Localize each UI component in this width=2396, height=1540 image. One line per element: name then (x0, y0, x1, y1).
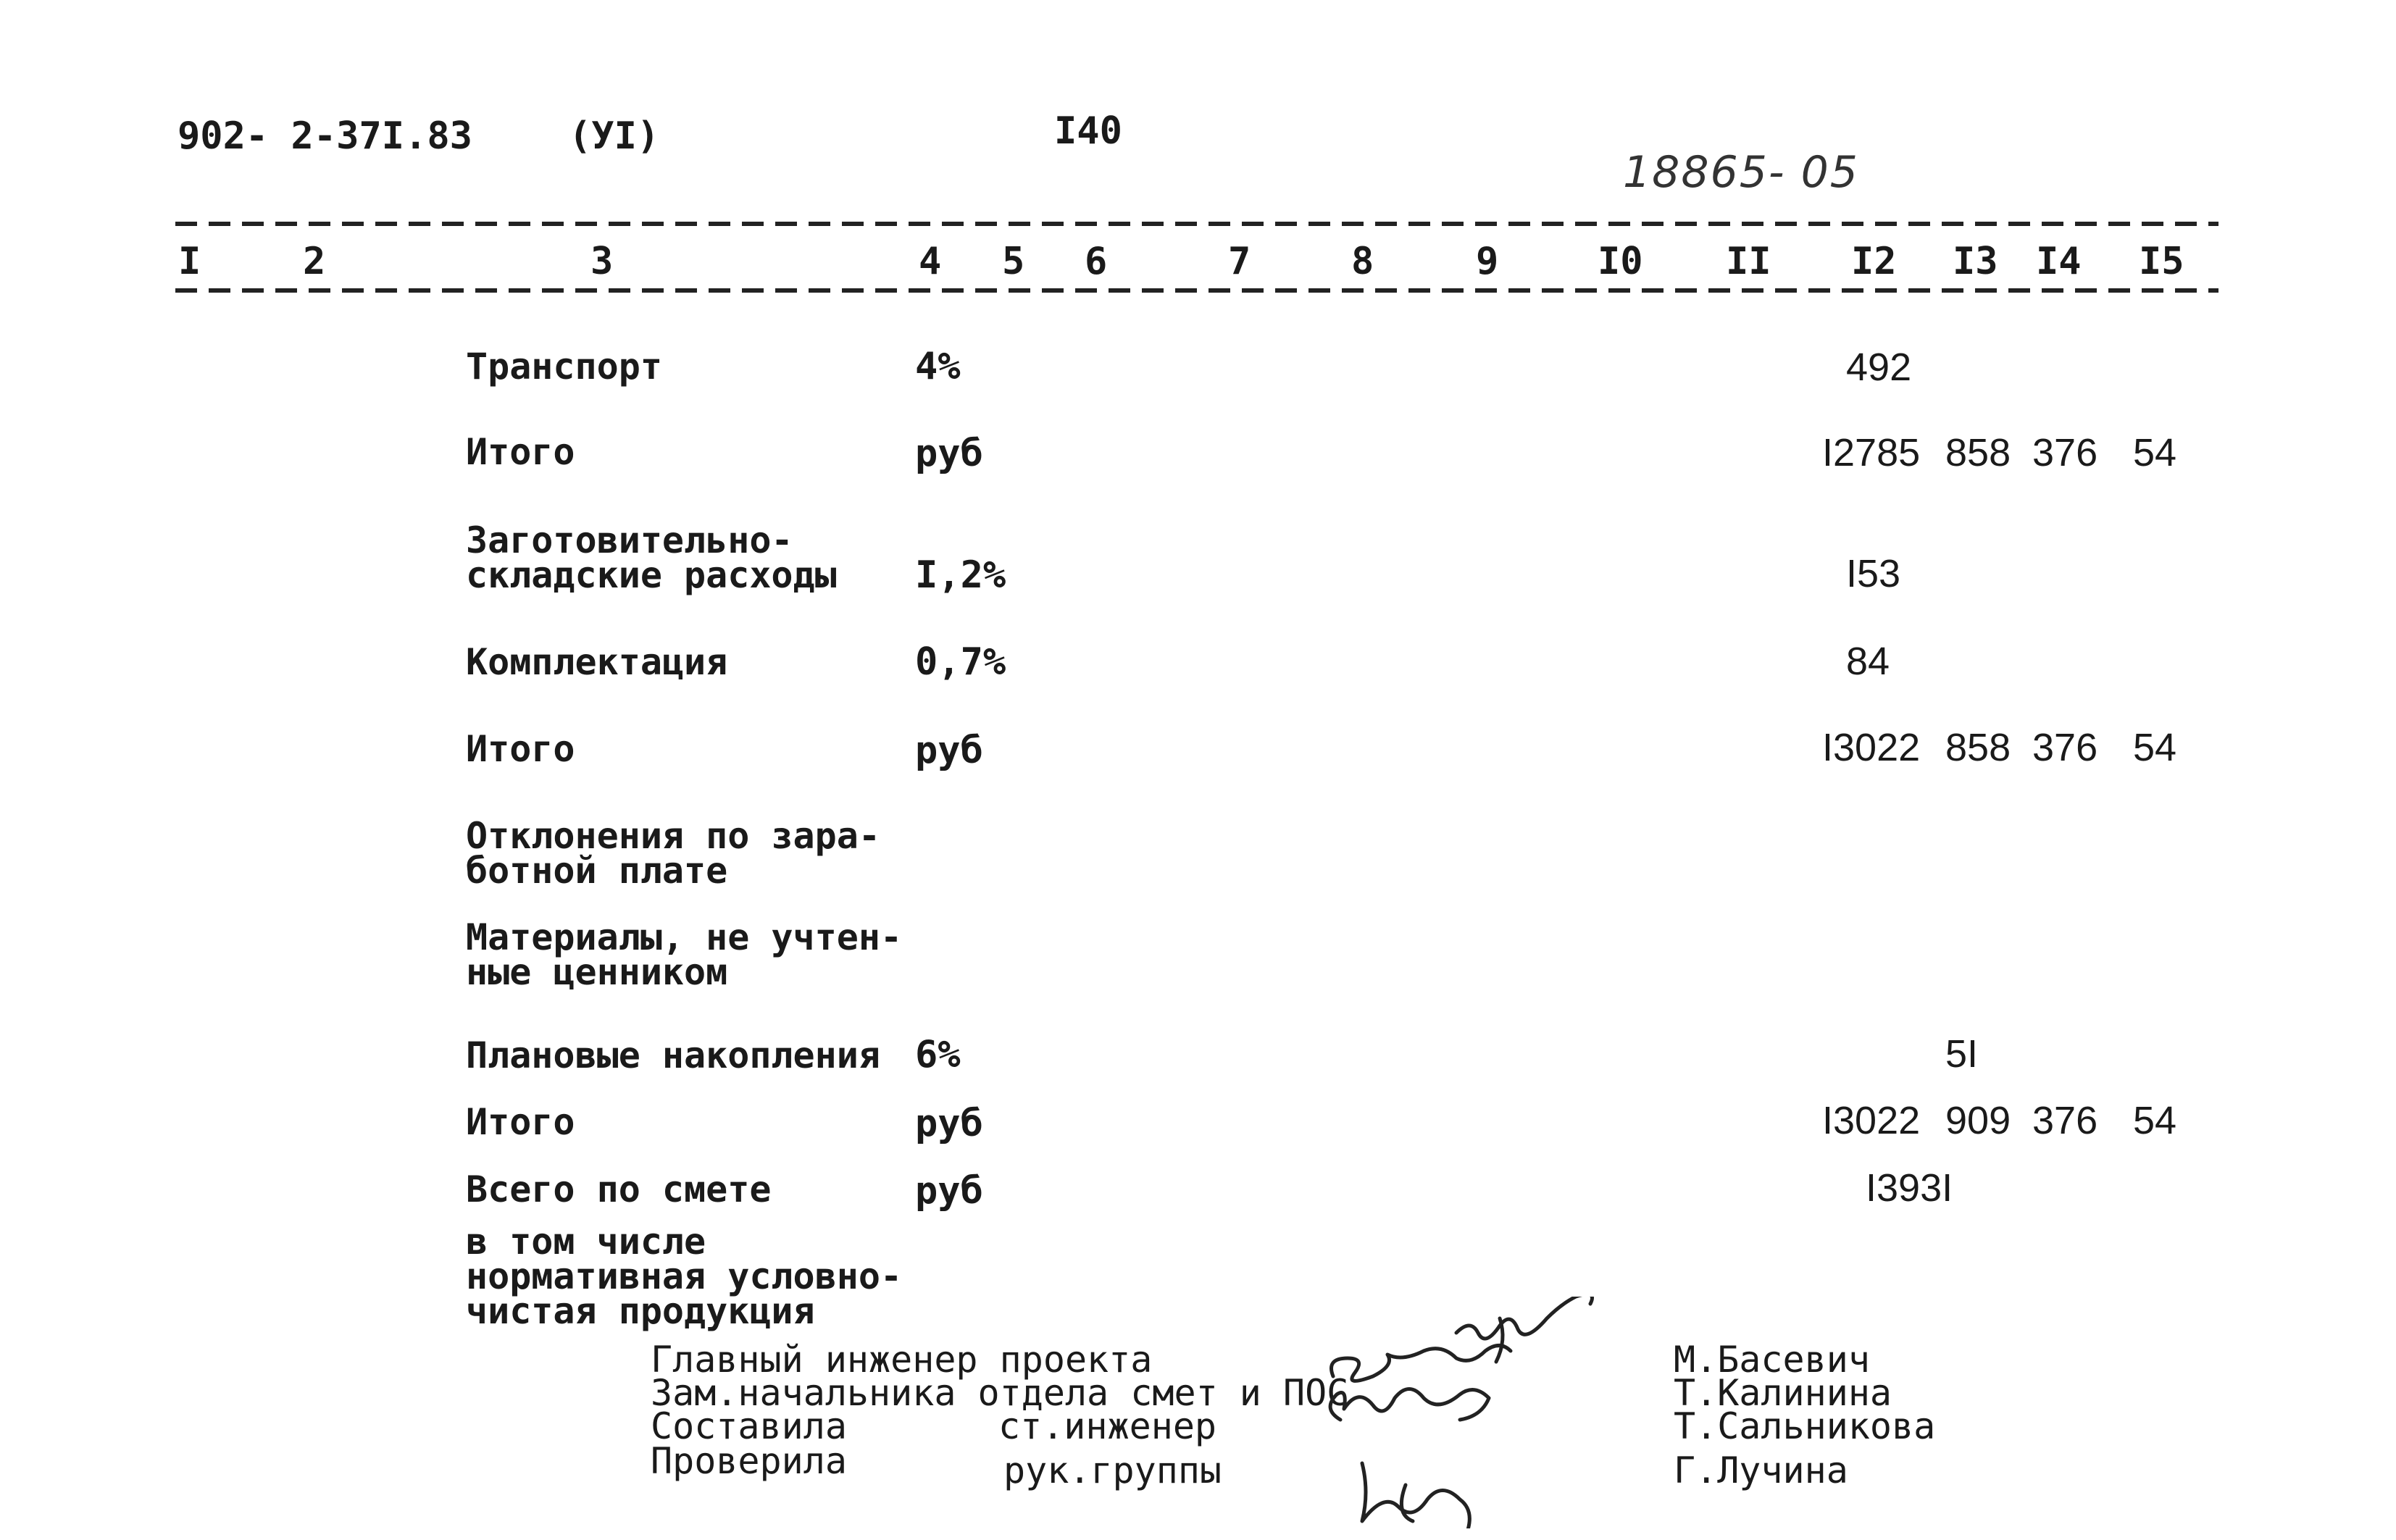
signature-role-deputy-head: Зам.начальника отдела смет и ПОС (651, 1372, 1349, 1414)
signatory-name-3: Т.Сальникова (1674, 1405, 1936, 1447)
document-code: 902- 2-37I.83 (178, 114, 472, 158)
row-label-transport: Транспорт (466, 346, 662, 388)
row-c13-planned-savings: 5I (1945, 1032, 1979, 1076)
row-label-total-3: Итого (466, 1101, 575, 1143)
row-c12-total-1: I2785 (1822, 431, 1921, 474)
row-rate-grand-total: руб (915, 1169, 983, 1213)
row-c13-total-2: 858 (1945, 726, 2011, 769)
signatory-name-4: Г.Лучина (1674, 1449, 1848, 1491)
column-number-7: 7 (1228, 240, 1251, 283)
row-c15-total-2: 54 (2133, 726, 2177, 769)
section-number: (УI) (569, 114, 660, 158)
row-rate-transport: 4% (915, 345, 961, 388)
row-rate-procurement: I,2% (915, 553, 1006, 597)
handwritten-signatures (1319, 1297, 1645, 1528)
signature-role-chief-engineer: Главный инженер проекта (651, 1339, 1153, 1381)
row-label-grand-total: Всего по смете (466, 1168, 772, 1210)
row-c13-total-1: 858 (1945, 431, 2011, 474)
row-c12-total-2: I3022 (1822, 726, 1921, 769)
column-number-11: II (1726, 240, 1771, 283)
row-label-total-1: Итого (466, 431, 575, 473)
column-number-14: I4 (2036, 240, 2082, 283)
column-number-9: 9 (1476, 240, 1499, 283)
column-number-4: 4 (919, 240, 942, 283)
row-rate-total-1: руб (915, 432, 983, 475)
row-c13-total-3: 909 (1945, 1099, 2011, 1142)
row-rate-completion: 0,7% (915, 640, 1006, 684)
header-dashed-line-top (175, 222, 2218, 226)
row-rate-total-3: руб (915, 1102, 983, 1145)
signature-title-checked-by: рук.группы (1003, 1449, 1222, 1491)
signature-title-compiled-by: ст.инженер (998, 1405, 1217, 1447)
column-number-5: 5 (1002, 240, 1025, 283)
column-number-15: I5 (2139, 240, 2184, 283)
row-c15-total-3: 54 (2133, 1099, 2177, 1142)
column-number-1: I (178, 240, 201, 283)
row-c12-procurement: I53 (1846, 552, 1901, 595)
row-rate-planned-savings: 6% (915, 1033, 961, 1076)
row-label-completion: Комплектация (466, 641, 728, 683)
row-c14-total-2: 376 (2032, 726, 2098, 769)
row-label-net-product: в том числе нормативная условно- чистая продукция (466, 1221, 903, 1332)
row-c14-total-1: 376 (2032, 431, 2098, 474)
signature-role-checked-by: Проверила (651, 1440, 847, 1482)
row-label-procurement: Заготовительно- складские расходы (466, 519, 837, 596)
row-c12-transport: 492 (1846, 346, 1912, 389)
signatory-name-1: М.Басевич (1674, 1339, 1870, 1381)
column-number-2: 2 (303, 240, 326, 283)
signatory-name-2: Т.Калинина (1674, 1372, 1892, 1414)
column-number-12: I2 (1851, 240, 1897, 283)
signature-role-compiled-by: Составила (651, 1405, 847, 1447)
column-number-10: I0 (1598, 240, 1643, 283)
header-dashed-line-bottom (175, 288, 2218, 293)
row-c12-total-3: I3022 (1822, 1099, 1921, 1142)
row-label-total-2: Итого (466, 728, 575, 770)
row-label-wage-deviation: Отклонения по зара- ботной плате (466, 815, 880, 892)
column-number-13: I3 (1953, 240, 1998, 283)
row-c12-completion: 84 (1846, 640, 1890, 683)
column-number-3: 3 (590, 240, 614, 283)
row-c14-total-3: 376 (2032, 1099, 2098, 1142)
row-label-planned-savings: Плановые накопления (466, 1034, 880, 1076)
handwritten-number: 18865- 05 (1623, 147, 1859, 198)
column-number-6: 6 (1085, 240, 1108, 283)
column-number-8: 8 (1351, 240, 1374, 283)
row-rate-total-2: руб (915, 729, 983, 772)
row-c15-total-1: 54 (2133, 431, 2177, 474)
page-number: I40 (1054, 109, 1122, 153)
row-c12-grand-total: I393I (1866, 1166, 1953, 1210)
row-label-materials-unaccounted: Материалы, не учтен- ные ценником (466, 916, 903, 993)
